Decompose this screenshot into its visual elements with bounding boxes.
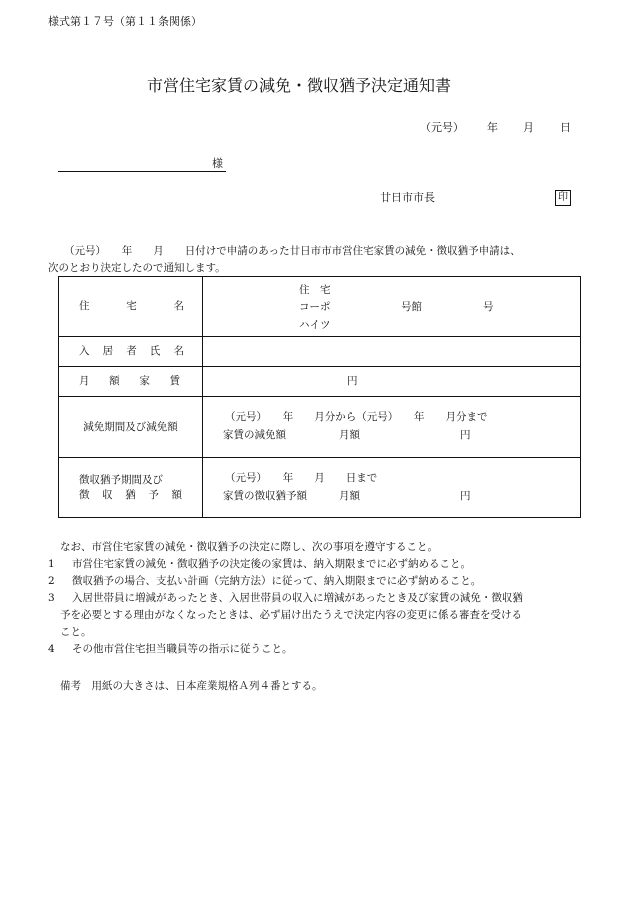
- deferral-period-text: （元号） 年 月 日まで: [225, 471, 378, 484]
- reduction-period-text: （元号） 年 月分から（元号） 年 月分まで: [225, 410, 488, 423]
- notes-lead: なお、市営住宅家賃の減免・徴収猶予の決定に際し、次の事項を遵守すること。: [60, 541, 438, 553]
- housing-name-label: 住 宅 名: [59, 277, 203, 337]
- decision-table: [58, 276, 581, 518]
- housing-type-jutaku: 住 宅: [299, 283, 331, 296]
- table-row-housing: [59, 277, 581, 337]
- housing-name-cell: [203, 277, 581, 337]
- table-row-deferral: [59, 458, 581, 518]
- housing-type-heights: ハイツ: [299, 318, 331, 331]
- date-era: （元号）: [420, 121, 464, 134]
- reduction-amount-label: 家賃の減免額: [223, 428, 286, 441]
- note-3-text-line2: 予を必要とする理由がなくなったときは、必ず届け出たうえで決定内容の変更に係る審査を受ける: [60, 609, 522, 621]
- deferral-yen-unit: 円: [460, 489, 471, 502]
- note-1-number: 1: [48, 558, 55, 570]
- note-2-text: 徴収猶予の場合、支払い計画（完納方法）に従って、納入期限までに必ず納めること。: [72, 575, 482, 587]
- remark: 備考 用紙の大きさは、日本産業規格Ａ列４番とする。: [60, 680, 323, 692]
- date-day: 日: [560, 121, 571, 134]
- date-month: 月: [523, 121, 534, 134]
- reduction-monthly-label: 月額: [339, 428, 360, 441]
- table-row-reduction: [59, 397, 581, 458]
- note-1-text: 市営住宅家賃の減免・徴収猶予の決定後の家賃は、納入期限までに必ず納めること。: [72, 558, 471, 570]
- note-4-text: その他市営住宅担当職員等の指示に従うこと。: [72, 643, 293, 655]
- table-row-rent: [59, 367, 581, 397]
- monthly-rent-cell: [203, 367, 581, 397]
- intro-line-1: （元号） 年 月 日付けで申請のあった廿日市市市営住宅家賃の減免・徴収猶予申請は、: [64, 245, 521, 257]
- reduction-period-label: 減免期間及び減免額: [59, 397, 203, 458]
- rent-yen-unit: 円: [347, 375, 358, 387]
- deferral-period-label: 徴収猶予期間及び 徴 収 猶 予 額: [59, 458, 203, 518]
- document-title: 市営住宅家賃の減免・徴収猶予決定通知書: [147, 76, 452, 95]
- resident-name-label: 入 居 者 氏 名: [59, 337, 203, 367]
- note-2-number: 2: [48, 575, 55, 587]
- form-number: 様式第１７号（第１１条関係）: [48, 15, 202, 28]
- table-row-resident: [59, 337, 581, 367]
- deferral-amount-label: 家賃の徴収猶予額: [223, 489, 307, 502]
- note-3-text-line1: 入居世帯員に増減があったとき、入居世帯員の収入に増減があったとき及び家賃の減免・徴収猶: [72, 592, 523, 604]
- resident-name-cell: [203, 337, 581, 367]
- monthly-rent-label: 月 額 家 賃: [59, 367, 203, 397]
- reduction-period-cell: [203, 397, 581, 458]
- reduction-yen-unit: 円: [460, 428, 471, 441]
- date-year: 年: [487, 121, 498, 134]
- addressee-name-line: [58, 171, 226, 172]
- issuer-name: 廿日市市長: [380, 191, 435, 204]
- note-3-text-line3: こと。: [60, 626, 92, 638]
- seal-mark: 印: [555, 190, 571, 206]
- deferral-monthly-label: 月額: [339, 489, 360, 502]
- building-label: 号館: [401, 300, 422, 313]
- note-4-number: 4: [48, 643, 55, 655]
- deferral-period-cell: [203, 458, 581, 518]
- unit-label: 号: [483, 300, 494, 313]
- housing-type-corpo: コーポ: [299, 300, 331, 313]
- intro-line-2: 次のとおり決定したので通知します。: [48, 262, 226, 274]
- addressee-suffix: 様: [212, 157, 223, 170]
- note-3-number: 3: [48, 592, 55, 604]
